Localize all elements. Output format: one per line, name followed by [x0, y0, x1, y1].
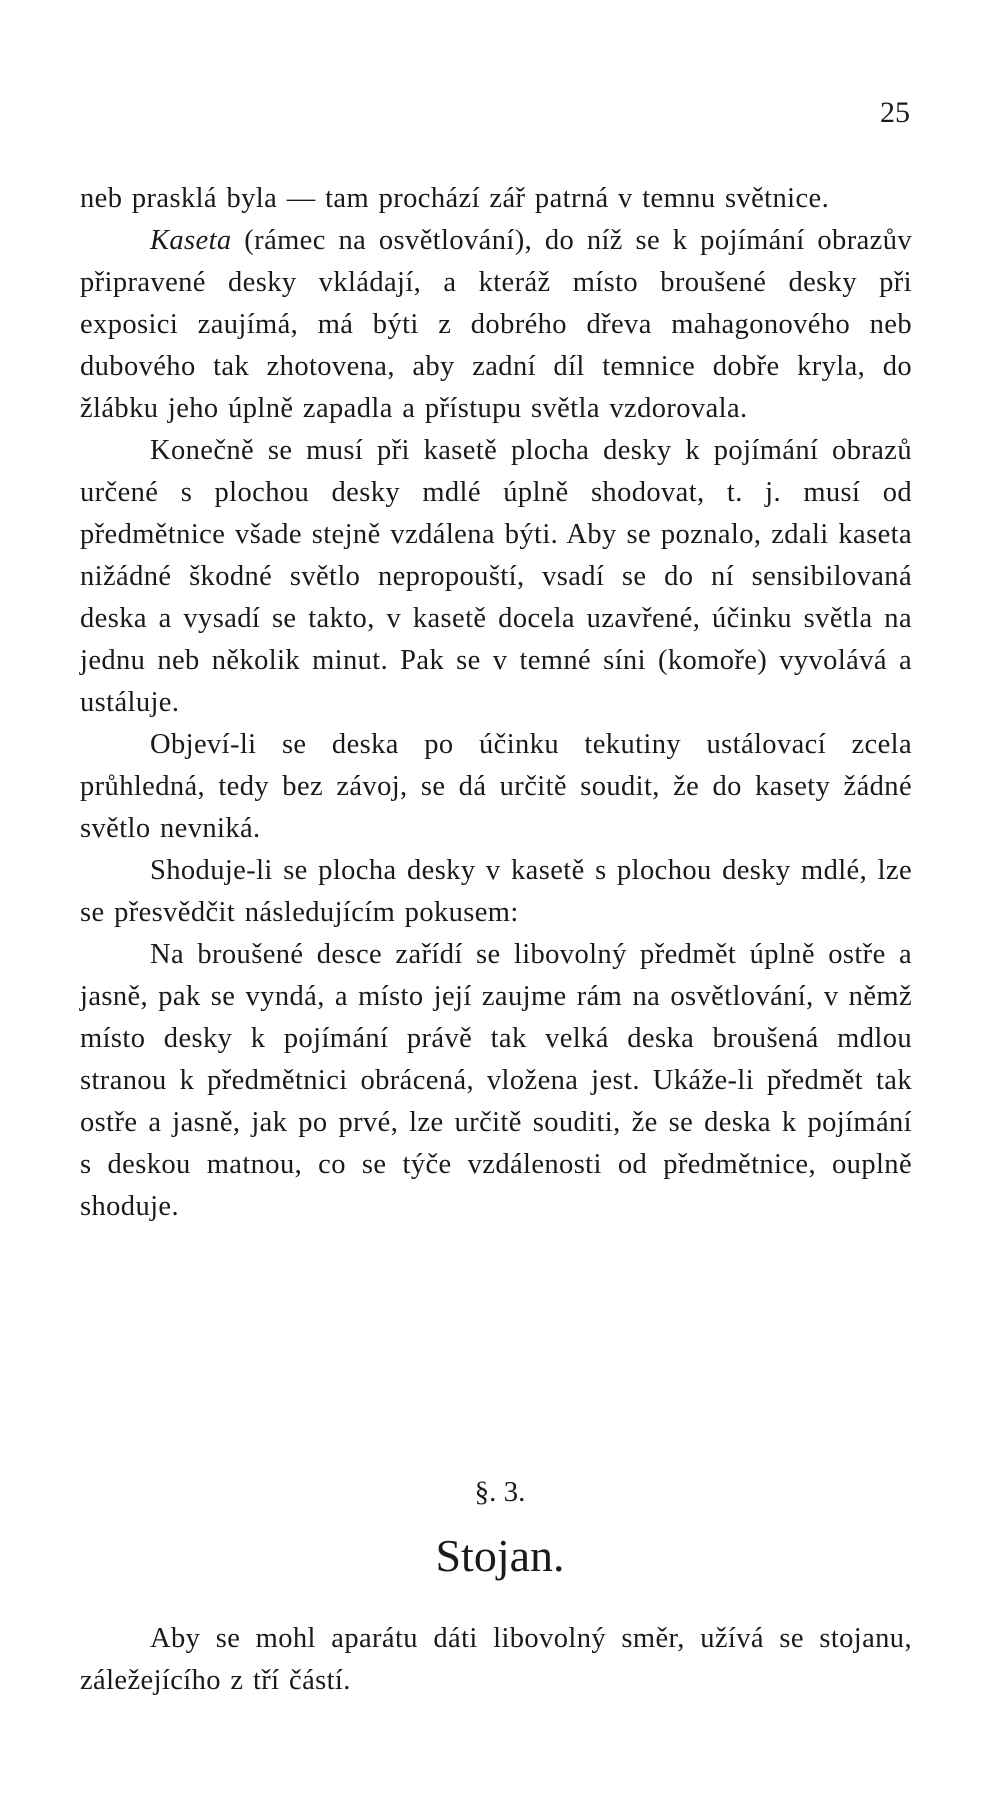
paragraph-shoduje-li	[80, 850, 912, 934]
section-title: Stojan.	[435, 1530, 565, 1581]
paragraph-kaseta	[80, 220, 912, 430]
paragraph-continuation	[80, 178, 912, 220]
section-number: §. 3.	[474, 1476, 526, 1508]
page-number: 25	[880, 96, 910, 129]
paragraph-lead-term: Kaseta	[150, 225, 232, 256]
paragraph-text: Objeví-li se deska po účinku tekutiny ustálovací zcela průhledná, tedy bez závoj, se dá určitě soudit, že do kasety žádné světlo nevniká.	[80, 729, 912, 844]
paragraph-text: (rámec na osvětlování), do níž se k pojímání obrazův připravené desky vkládají, a kteráž místo broušené desky při exposici zaujímá, má býti z dobrého dřeva mahagonového neb dubového tak zhotovena, aby zadní díl temnice dobře kryla, do žlábku jeho úplně zapadla a přístupu světla vzdorovala.	[80, 225, 912, 424]
paragraph-objevi-li	[80, 724, 912, 850]
paragraph-konecne	[80, 430, 912, 724]
section-paragraph: Aby se mohl aparátu dáti libovolný směr, užívá se stojanu, záležejícího z tří částí.	[80, 1623, 912, 1696]
paragraph-na-brousene	[80, 934, 912, 1228]
paragraph-text: Shoduje-li se plocha desky v kasetě s plochou desky mdlé, lze se přesvědčit následujícím pokusem:	[80, 855, 912, 928]
section-body	[80, 1618, 912, 1702]
body-text	[80, 178, 912, 1228]
paragraph-text: neb prasklá byla — tam prochází zář patrná v temnu světnice.	[80, 183, 830, 214]
paragraph-text: Konečně se musí při kasetě plocha desky k pojímání obrazů určené s plochou desky mdlé úplně shodovat, t. j. musí od předmětnice všade stejně vzdálena býti. Aby se poznalo, zdali kaseta nižádné škodné světlo nepropouští, vsadí se do ní sensibilovaná deska a vysadí se takto, v kasetě docela uzavřené, účinku světla na jednu neb několik minut. Pak se v temné síni (komoře) vyvolává a ustáluje.	[80, 435, 912, 718]
paragraph-text: Na broušené desce zařídí se libovolný předmět úplně ostře a jasně, pak se vyndá, a místo její zaujme rám na osvětlování, v němž místo desky k pojímání právě tak velká deska broušená mdlou stranou k předmětnici obrácená, vložena jest. Ukáže-li předmět tak ostře a jasně, jak po prvé, lze určitě souditi, že se deska k pojímání s deskou matnou, co se týče vzdálenosti od předmětnice, ouplně shoduje.	[80, 939, 912, 1222]
